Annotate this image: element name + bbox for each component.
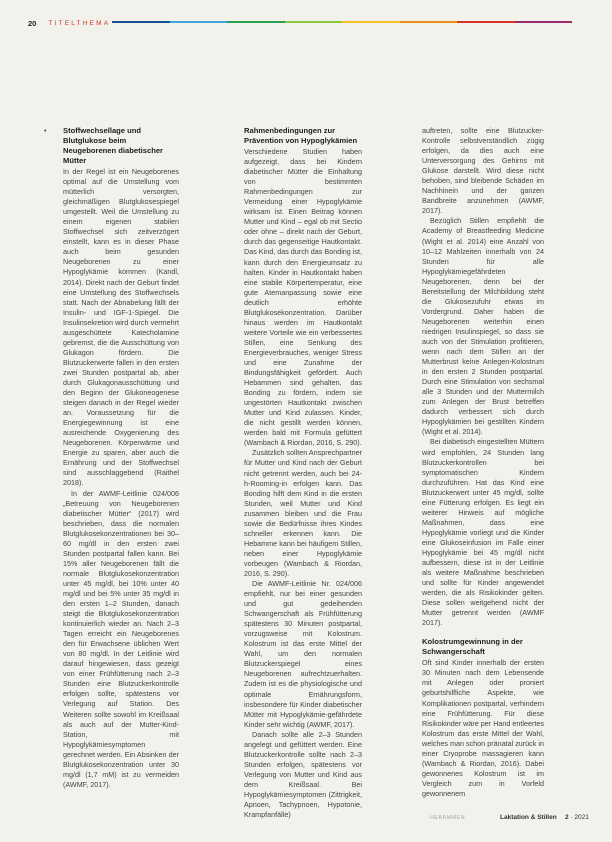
heading-rahmenbedingungen: Rahmenbedingungen zur Prävention von Hypoglykämien bbox=[244, 126, 358, 145]
bullet-marker: • bbox=[44, 128, 47, 135]
col3-paragraph: Bei diabetisch eingestellten Müttern wird empfohlen, 24 Stunden lang Blutzuckerkontrollen bei symptomatischen Kindern durchzuführen. Hat das Kind eine Blutzuckerwert unter 45 mg/dl, sollte eine Fütterung erfolgen. Es liegt ein weiterer Hinweis auf mögliche Maßnahmen, dass eine Hypoglykämie vorliegt und die Kinder eine Glukoseinfusion im Falle einer Hypoglykämie bei 45 mg/dl nicht aufbessern, diese ist in der Leitlinie als weitere Maßnahme beschrieben und sollte für Kinder angewendet werden, die als Risikokinder gelten. Diese sollen weitgehend nicht der Mutter getrennt werden (AWMF 2017). bbox=[422, 437, 544, 628]
footer-brand: HEBAMMEN bbox=[430, 815, 465, 821]
color-bar-segment bbox=[515, 21, 573, 23]
footer-magazine-title: Laktation & Stillen bbox=[500, 814, 557, 821]
col1-paragraph: In der AWMF-Leitlinie 024/006 „Betreuung von Neugeborenen diabetischer Mütter“ (2017) wird beschrieben, dass die normalen Blutglukosekonzentrationen bei 30–60 mg/dl in den ersten zwei Stunden postpartal fallen kann. Bei 15% aller Neugeborenen fällt die normale Blutglukosekonzentration unter 45 mg/dl, bei 10% unter 40 mg/dl und bei 5% unter 35 mg/dl in den ersten 1–2 Stunden, danach steigt die Blutglukosekonzentration kontinuierlich wieder an. Nach 2–3 Tagen erreicht ein Neugeborenes den für Erwachsene üblichen Wert von 80 mg/dl. In der Leitlinie wird darauf hingewiesen, dass gezeigt von einer Frühfütterung nach 2–3 Stunden eine Blutzuckerkontrolle erfolgen sollte, spätestens vor Verlegung auf Station. Des Weiteren sollte sowohl im Kreißsaal als auch auf der Mutter-Kind-Station, mit Hypoglykämiesymptomen gerechnet werden. Ein Absinken der Blutglukosekonzentration unter 30 mg/dl (1,7 mM) ist zu vermeiden (AWMF, 2017). bbox=[63, 488, 179, 789]
footer-issue-number: 2 bbox=[565, 814, 569, 821]
column-1 bbox=[63, 126, 179, 790]
col2-paragraph: Danach sollte alle 2–3 Stunden angelegt und gefüttert werden. Eine Blutzuckerkontrolle sollte nach 2–3 Stunden erfolgen, spätestens vor Verlegung von Mutter und Kind aus dem Kreißsaal. Bei Hypoglykämiesymptomen (Zittrigkeit, Apnoen, Tachypnoen, Hypotonie, Krampfanfälle) bbox=[244, 729, 362, 820]
footer-issue-year: 2021 bbox=[574, 814, 589, 821]
col2-paragraph: Zusätzlich sollten Ansprechpartner für Mutter und Kind nach der Geburt nicht getrennt werden, auch bei 24-h-Rooming-in erfolgen kann. Das Bonding hilft dem Kind in die ersten Stunden, weil Mutter und Kind zusammen bleiben und die Frau sowie die Bedürfnisse ihres Kindes schneller erkennen kann. Die Hebamme kann bei häufigem Stillen, neben einer Hypoglykämie vorbeugen (Wambach & Riordan, 2016, S. 290). bbox=[244, 448, 362, 578]
heading-kolostrumgewinnung: Kolostrumgewinnung in der Schwangerschaft bbox=[422, 637, 523, 657]
col1-paragraph: In der Regel ist ein Neugeborenes optimal auf die Umstellung vom mütterlich versorgten, gleichmäßigen Blutglukosespiegel umgestellt. Weil die Umstellung zu einem eigenen stabilen Stoffwechsel sich zeitverzögert einstellt, kann es in dieser Phase auch beim gesunden Neugeborenen zu einer Hypoglykämie kommen (Kandl, 2014). Direkt nach der Geburt findet eine Umstellung des Stoffwechsels statt. Nach der Abnabelung fällt der Insulin- und IGF-1-Spiegel. Die Insulinsekretion wird durch vermehrt ausgeschüttete Katecholamine gebremst, die die Ausschüttung von Glukagon fördern. Die Blutzuckerwerte fallen in den ersten zwei Stunden postpartal ab, aber durch Glukagonausschüttung und den Beginn der Glukoneogenese steigen danach in der Regel wieder an. Voraussetzung für die Energiegewinnung ist eine ausreichende Oxygenierung des Neugeborenen. Körperwärme und Energie zu sparen, aber auch die Ernährung und der Stoffwechsel sind ausschlaggebend (Raithel 2018). bbox=[63, 167, 179, 488]
col3-paragraph: Oft sind Kinder innerhalb der ersten 30 Minuten nach dem Lebensende mit Anlegen oder proniert geburtshilfliche Aspekte, wie Komplikationen postpartal, verhindern eine Frühfütterung. Für diese Risikokinder wäre per Hand entleertes Kolostrum das erste Mittel der Wahl, welches man schon pränatal zurück in einer Cryoprobe massagieren kann (Wambach & Riordan, 2016). Dabei gewonnenes Kolostrum ist im Vergleich zum in Vorfeld gewonnenem bbox=[422, 658, 544, 798]
color-bar-segment bbox=[457, 21, 515, 23]
color-bar-segment bbox=[400, 21, 458, 23]
footer-issue: 2 · 2021 bbox=[565, 814, 589, 821]
color-bar-segment bbox=[170, 21, 228, 23]
color-bar-segment bbox=[342, 21, 400, 23]
column-2 bbox=[244, 126, 362, 820]
column-3 bbox=[422, 126, 544, 799]
color-bar-segment bbox=[227, 21, 285, 23]
col3-paragraph: Bezüglich Stillen empfiehlt die Academy of Breastfeeding Medicine (Wight et al. 2014) eine Anzahl von 10–12 Mahlzeiten innerhalb von 24 Stunden für alle Hypoglykämiegefährdeten Neugeborenen, denn bei der Bereitstellung der Milchbildung steht die Glukosezufuhr etwas im Vordergrund. Daher haben die Neugeborenen weiterhin einen niedrigen Insulinspiegel, so dass sie auch von der Stimulation profitieren, wenn nach dem Stillen an der Mutterbrust keine Anlegen-Kolostrum in den ersten 2 Stunden postpartal. Durch eine Stimulation von sechsmal alle 3 Stunden und der Muttermilch zum Anlegen der Brust betreffen dadurch verbessert sich durch Hypoglykämien bei gestillten Kindern (Wight et al. 2014). bbox=[422, 216, 544, 437]
page-footer bbox=[0, 815, 612, 827]
color-bar-segment bbox=[112, 21, 170, 23]
heading-stoffwechsellage: Stoffwechsellage und Blutglukose beim Neugeborenen diabetischer Mütter bbox=[63, 126, 164, 165]
color-bar-segment bbox=[285, 21, 343, 23]
header-color-bar bbox=[112, 21, 572, 23]
col2-paragraph: Verschiedene Studien haben aufgezeigt, dass bei Kindern diabetischer Mütter die Einhaltung von bestimmten Rahmenbedingungen zur Vermeidung einer Hypoglykämie wirksam ist. Einen Beitrag können Mutter und Kind – egal ob mit Sectio oder ohne – direkt nach der Geburt, durch das gegenseitige Hautkontakt. Das Kind, das durch das Bonding ist, kann durch den Energieumsatz zu halten. Kinder in Hautkontakt haben eine stabile Körpertemperatur, eine gute Atemanpassung sowie eine deutlich erhöhte Blutglukosekonzentration. Darüber hinaus werden im Hautkontakt weitere Vorteile wie ein verbessertes Stillen, eine Senkung des Energieverbrauches, weniger Stress und eine Zunahme der Bindungsfähigkeit gefördert. Auch Hebammen sind gehalten, das Bonding zu fördern, indem sie ungestörten Hautkontakt zwischen Mutter und Kind zulassen. Kinder, die nicht gestillt werden können, werden bald mit Formula gefüttert (Wambach & Riordan, 2016, S. 290). bbox=[244, 147, 362, 448]
page-number: 20 bbox=[28, 18, 37, 28]
section-label: TITELTHEMA bbox=[48, 19, 111, 27]
page-header bbox=[28, 16, 110, 30]
col2-paragraph: Die AWMF-Leitlinie Nr. 024/006 empfiehlt, nur bei einer gesunden und gut gedeihenden Schwangerschaft als Frühfütterung spätestens 30 Minuten postpartal, vorzugsweise mit Kolostrum. Kolostrum ist das erste Mittel der Wahl, um den normalen Blutzuckerspiegel eines Neugeborenen aufrechtzuerhalten. Zudem ist es die physiologische und optimale Ernährungsform, insbesondere für Kinder diabetischer Mütter mit Hypoglykämie-gefährdete Kinder sehr wichtig (AWMF, 2017). bbox=[244, 579, 362, 729]
col3-paragraph: auftreten, sollte eine Blutzucker-Kontrolle selbstverständlich zügig erfolgen, da dies auch eine Unterversorgung des Gehirns mit Glukose darstellt. Wird diese nicht behoben, sind bleibende Schäden im Nachhinein und der ganzen Bandbreite anzunehmen (AWMF, 2017). bbox=[422, 126, 544, 216]
